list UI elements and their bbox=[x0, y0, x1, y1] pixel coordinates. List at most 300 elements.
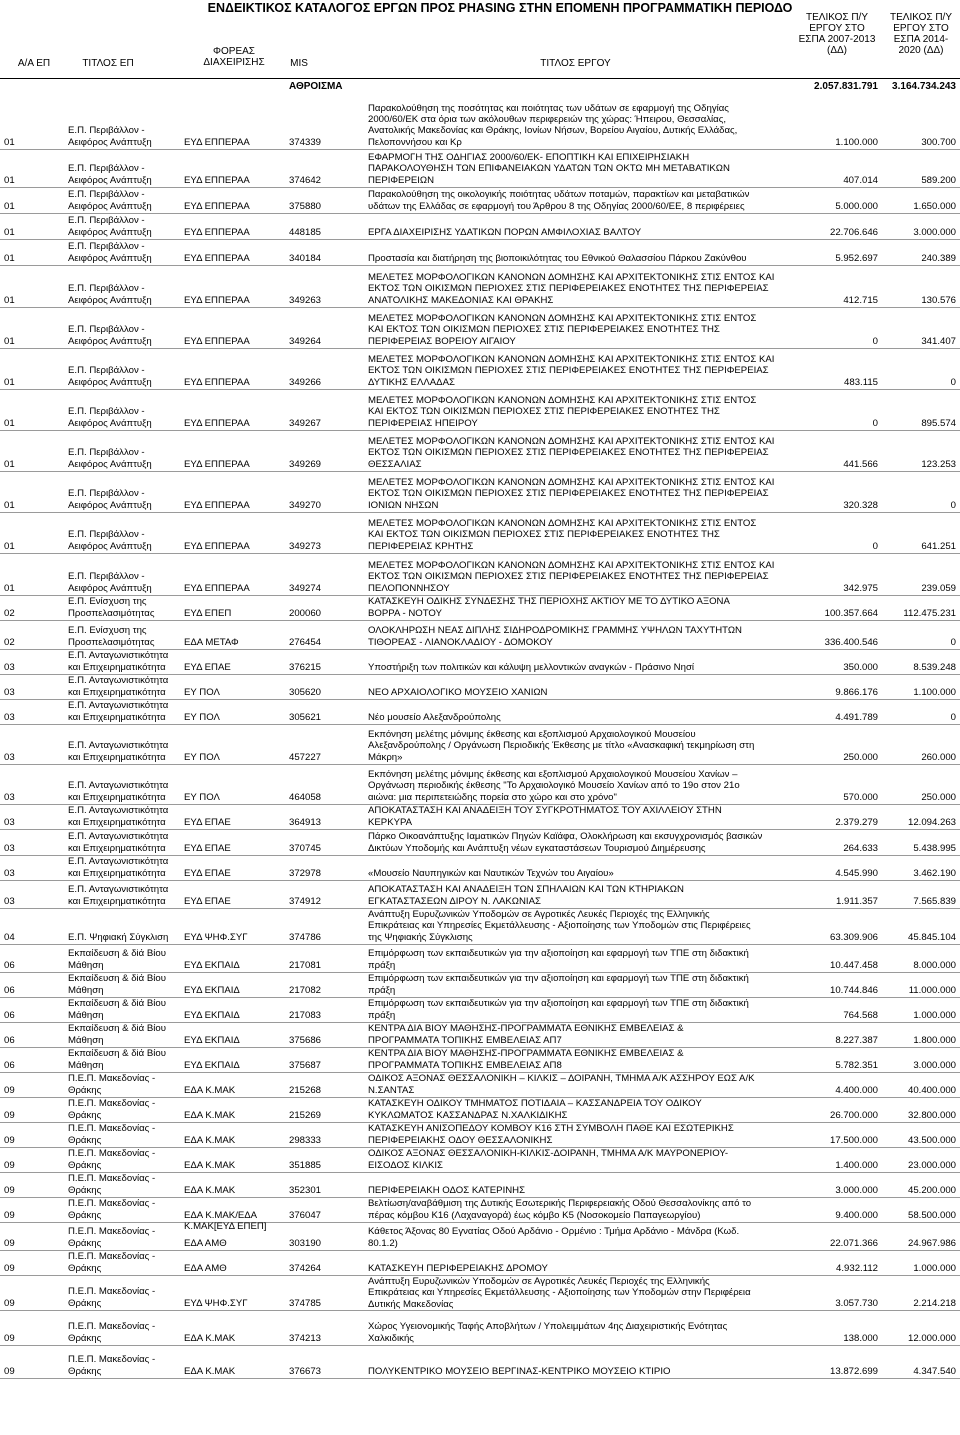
project-title bbox=[368, 103, 783, 148]
op-number-line: 09 bbox=[4, 1237, 15, 1249]
table-row bbox=[0, 472, 960, 513]
project-title-line: ΠΕΡΙΦΕΡΕΙΑΣ ΗΠΕΙΡΟΥ bbox=[368, 417, 478, 429]
managing-authority-line: ΕΥΔ ΨΗΦ.ΣΥΓ bbox=[184, 1297, 248, 1309]
op-title-line: Εκπαίδευση & δiά Βίου bbox=[68, 998, 167, 1010]
mis-code-line: 375686 bbox=[289, 1034, 322, 1046]
project-title-line: Δικτύων Υποδομής και Ανάπτυξη νέων εγκαταστάσεων Τουρισμού Διημέρευσης bbox=[368, 842, 706, 854]
budget-2014-2020 bbox=[880, 377, 956, 388]
op-title-line: Αειφόρος Ανάπτυξη bbox=[68, 174, 152, 186]
budget-2014-2020-line: 45.845.104 bbox=[907, 931, 956, 943]
op-number-line: 01 bbox=[4, 335, 15, 347]
project-title bbox=[368, 596, 783, 619]
budget-2007-2013 bbox=[784, 336, 878, 347]
op-title-line: Μάθηση bbox=[68, 1059, 104, 1071]
project-title bbox=[368, 395, 783, 429]
op-title-line: και Επιχειρηματικότητα bbox=[68, 751, 166, 763]
budget-2014-2020 bbox=[880, 1160, 956, 1171]
project-title bbox=[368, 831, 783, 854]
header-budget-2014: ΤΕΛΙΚΟΣ Π/Υ ΕΡΓΟΥ ΣΤΟ ΕΣΠΑ 2014- 2020 (ΔΔ) bbox=[889, 12, 952, 56]
op-title bbox=[68, 324, 183, 347]
budget-2007-2013 bbox=[784, 1160, 878, 1171]
total-budget-2014: 3.164.734.243 bbox=[892, 81, 956, 92]
op-title bbox=[68, 650, 183, 673]
managing-authority-line: ΕΥΔ ΕΠΠΕΡΑΑ bbox=[184, 582, 250, 594]
managing-authority-line: ΕΥΔ ΕΠΠΕΡΑΑ bbox=[184, 499, 250, 511]
op-number-line: 01 bbox=[4, 200, 15, 212]
managing-authority bbox=[184, 253, 284, 264]
project-title bbox=[368, 868, 783, 879]
managing-authority-line: ΕΥΔ ΕΠΕΠ bbox=[184, 607, 232, 619]
table-row bbox=[0, 1251, 960, 1276]
op-title bbox=[68, 831, 183, 854]
mis-code-line: 374264 bbox=[289, 1262, 322, 1274]
project-title bbox=[368, 477, 783, 511]
mis-code bbox=[289, 1298, 331, 1309]
mis-code bbox=[289, 896, 331, 907]
table-row bbox=[0, 973, 960, 998]
op-title-line: Αειφόρος Ανάπτυξη bbox=[68, 499, 152, 511]
managing-authority bbox=[184, 500, 284, 511]
op-number bbox=[4, 637, 32, 648]
header-mis: MIS bbox=[290, 58, 308, 69]
budget-2007-2013-line: 1.911.357 bbox=[836, 895, 878, 907]
project-title bbox=[368, 998, 783, 1021]
op-title-line: Π.Ε.Π. Μακεδονίας - bbox=[68, 1226, 156, 1238]
op-number bbox=[4, 1010, 32, 1021]
managing-authority bbox=[184, 712, 284, 723]
budget-2014-2020 bbox=[880, 137, 956, 148]
project-title-line: ΑΠΟΚΑΤΑΣΤΑΣΗ ΚΑΙ ΑΝΑΔΕΙΞΗ ΤΩΝ ΣΠΗΛΑΙΩΝ ΚΑΙ ΤΩΝ ΚΤΗΡΙΑΚΩΝ bbox=[368, 884, 684, 896]
budget-2014-2020-line: 58.500.000 bbox=[907, 1209, 956, 1221]
project-title-line: ΠΕΛΟΠΟΝΝΗΣΟΥ bbox=[368, 582, 450, 594]
budget-2014-2020-line: 1.650.000 bbox=[913, 200, 956, 212]
op-number-line: 01 bbox=[4, 294, 15, 306]
mis-code-line: 305620 bbox=[289, 686, 322, 698]
op-number-line: 09 bbox=[4, 1297, 15, 1309]
op-title-line: Αειφόρος Ανάπτυξη bbox=[68, 458, 152, 470]
op-title-line: Ε.Π. Ανταγωνιστικότητα bbox=[68, 831, 169, 843]
budget-2014-2020 bbox=[880, 175, 956, 186]
op-title-line: Ε.Π. Περιβάλλον - bbox=[68, 571, 145, 583]
op-number bbox=[4, 1263, 32, 1274]
project-title-line: πράξη bbox=[368, 959, 396, 971]
op-title-line: Θράκης bbox=[68, 1134, 102, 1146]
op-title bbox=[68, 1286, 183, 1309]
budget-2014-2020-line: 8.000.000 bbox=[913, 959, 956, 971]
budget-2007-2013 bbox=[784, 817, 878, 828]
mis-code-line: 375687 bbox=[289, 1059, 322, 1071]
mis-code-line: 349274 bbox=[289, 582, 322, 594]
op-number bbox=[4, 843, 32, 854]
table-row bbox=[0, 909, 960, 945]
budget-2007-2013-line: 100.357.664 bbox=[824, 607, 878, 619]
budget-2007-2013 bbox=[784, 1298, 878, 1309]
project-title-line: ΚΑΤΑΣΚΕΥΗ ΟΔΙΚΟΥ ΤΜΗΜΑΤΟΣ ΠΟΤΙΔΑΙΑ – ΚΑΣΣΑΝΔΡΕΙΑ ΤΟΥ ΟΔΙΚΟΥ bbox=[368, 1098, 702, 1110]
project-title-line: ΟΛΟΚΛΗΡΩΣΗ ΝΕΑΣ ΔΙΠΛΗΣ ΣΙΔΗΡΟΔΡΟΜΙΚΗΣ ΓΡΑΜΜΗΣ ΥΨΗΛΩΝ ΤΑΧΥΤΗΤΩΝ bbox=[368, 625, 742, 637]
managing-authority-line: ΕΔΑ ΑΜΘ bbox=[184, 1237, 227, 1249]
op-title bbox=[68, 856, 183, 879]
op-number-line: 01 bbox=[4, 499, 15, 511]
managing-authority bbox=[184, 1160, 284, 1171]
table-row bbox=[0, 390, 960, 431]
header-budget-2007: ΤΕΛΙΚΟΣ Π/Υ ΕΡΓΟΥ ΣΤΟ ΕΣΠΑ 2007-2013 (ΔΔ) bbox=[798, 12, 876, 56]
mis-code-line: 375880 bbox=[289, 200, 322, 212]
managing-authority bbox=[184, 541, 284, 552]
budget-2014-2020-line: 7.565.839 bbox=[913, 895, 956, 907]
project-title-line: Νέο μουσείο Αλεξανδρούπολης bbox=[368, 711, 501, 723]
budget-2007-2013 bbox=[784, 253, 878, 264]
budget-2014-2020-line: 0 bbox=[950, 376, 956, 388]
budget-2014-2020 bbox=[880, 583, 956, 594]
mis-code-line: 349263 bbox=[289, 294, 322, 306]
budget-2007-2013-line: 3.000.000 bbox=[835, 1184, 878, 1196]
budget-2014-2020 bbox=[880, 1085, 956, 1096]
budget-2014-2020 bbox=[880, 1298, 956, 1309]
op-title bbox=[68, 488, 183, 511]
project-title-line: ΕΚΤΟΣ ΤΩΝ ΟΙΚΙΣΜΩΝ ΠΕΡΙΟΧΕΣ ΣΤΙΣ ΠΕΡΙΦΕΡΕΙΑΚΕΣ ΕΝΟΤΗΤΕΣ ΤΗΣ ΠΕΡΙΦΕΡΕΙΑΣ bbox=[368, 283, 769, 295]
op-title bbox=[68, 780, 183, 803]
budget-2007-2013 bbox=[784, 418, 878, 429]
project-title-line: ΜΕΛΕΤΕΣ ΜΟΡΦΟΛΟΓΙΚΩΝ ΚΑΝΟΝΩΝ ΔΟΜΗΣΗΣ ΚΑΙ ΑΡΧΙΤΕΚΤΟΝΙΚΗΣ ΣΤΙΣ ΕΝΤΟΣ ΚΑΙ bbox=[368, 436, 775, 448]
budget-2007-2013-line: 412.715 bbox=[843, 294, 878, 306]
budget-2007-2013-line: 5.000.000 bbox=[835, 200, 878, 212]
managing-authority-line: ΕΥΔ ΕΠΠΕΡΑΑ bbox=[184, 335, 250, 347]
mis-code-line: 349264 bbox=[289, 335, 322, 347]
table-row bbox=[0, 150, 960, 188]
project-title-line: ΜΕΛΕΤΕΣ ΜΟΡΦΟΛΟΓΙΚΩΝ ΚΑΝΟΝΩΝ ΔΟΜΗΣΗΣ ΚΑΙ ΑΡΧΙΤΕΚΤΟΝΙΚΗΣ ΣΤΙΣ ΕΝΤΟΣ bbox=[368, 395, 757, 407]
op-title-line: και Επιχειρηματικότητα bbox=[68, 686, 166, 698]
managing-authority-line: ΕΥΔ ΕΚΠΑΙΔ bbox=[184, 959, 240, 971]
table-row bbox=[0, 621, 960, 650]
op-title bbox=[68, 1251, 183, 1274]
budget-2014-2020-line: 3.000.000 bbox=[913, 226, 956, 238]
op-title-line: Ε.Π. Περιβάλλον - bbox=[68, 189, 145, 201]
op-title-line: Ε.Π. Ανταγωνιστικότητα bbox=[68, 740, 169, 752]
budget-2014-2020-line: 1.800.000 bbox=[913, 1034, 956, 1046]
op-number bbox=[4, 608, 32, 619]
op-title-line: και Επιχειρηματικότητα bbox=[68, 895, 166, 907]
op-title-line: Π.Ε.Π. Μακεδονίας - bbox=[68, 1321, 156, 1333]
header-ae: Α/Α ΕΠ bbox=[17, 58, 51, 69]
budget-2014-2020 bbox=[880, 336, 956, 347]
budget-2007-2013 bbox=[784, 932, 878, 943]
budget-2014-2020-line: 0 bbox=[950, 636, 956, 648]
managing-authority bbox=[184, 868, 284, 879]
project-title bbox=[368, 152, 783, 186]
mis-code bbox=[289, 227, 331, 238]
budget-2007-2013-line: 3.057.730 bbox=[835, 1297, 878, 1309]
managing-authority-line: ΕΥΔ ΕΠΠΕΡΑΑ bbox=[184, 200, 250, 212]
project-title bbox=[368, 1098, 783, 1121]
budget-2007-2013-line: 9.400.000 bbox=[835, 1209, 878, 1221]
op-title bbox=[68, 1048, 183, 1071]
project-title-line: ΕΙΣΟΔΟΣ ΚΙΛΚΙΣ bbox=[368, 1159, 443, 1171]
op-title-line: Εκπαίδευση & δiά Βίου bbox=[68, 948, 167, 960]
budget-2014-2020-line: 0 bbox=[950, 711, 956, 723]
op-number-line: 01 bbox=[4, 136, 15, 148]
budget-2007-2013-line: 483.115 bbox=[844, 376, 878, 388]
budget-2014-2020-line: 250.000 bbox=[921, 791, 956, 803]
op-number-line: 09 bbox=[4, 1184, 15, 1196]
table-row bbox=[0, 1311, 960, 1346]
mis-code-line: 349269 bbox=[289, 458, 322, 470]
mis-code bbox=[289, 637, 331, 648]
budget-2007-2013 bbox=[784, 1333, 878, 1344]
managing-authority-line: ΕΥΔ ΕΠΑΕ bbox=[184, 661, 231, 673]
op-title-line: Αειφόρος Ανάπτυξη bbox=[68, 582, 152, 594]
mis-code-line: 448185 bbox=[289, 226, 322, 238]
op-title-line: Ε.Π. Ανταγωνιστικότητα bbox=[68, 856, 169, 868]
project-title-line: ΜΕΛΕΤΕΣ ΜΟΡΦΟΛΟΓΙΚΩΝ ΚΑΝΟΝΩΝ ΔΟΜΗΣΗΣ ΚΑΙ ΑΡΧΙΤΕΚΤΟΝΙΚΗΣ ΣΤΙΣ ΕΝΤΟΣ ΚΑΙ bbox=[368, 354, 775, 366]
project-title-line: ΚΕΝΤΡΑ ΔΙΑ ΒΙΟΥ ΜΑΘΗΣΗΣ-ΠΡΟΓΡΑΜΜΑΤΑ ΕΘΝΙΚΗΣ ΕΜΒΕΛΕΙΑΣ & bbox=[368, 1023, 684, 1035]
budget-2007-2013-line: 17.500.000 bbox=[829, 1134, 878, 1146]
project-title bbox=[368, 1048, 783, 1071]
managing-authority-line: ΕΔΑ Κ.ΜΑΚ bbox=[184, 1184, 236, 1196]
budget-2014-2020 bbox=[880, 662, 956, 673]
mis-code-line: 200060 bbox=[289, 607, 322, 619]
project-title-line: Ανατολικής Μακεδονίας και Θράκης, Ιονίων Νήσων, Βορείου Αιγαίου, Δυτικής Ελλάδας, bbox=[368, 125, 738, 137]
managing-authority bbox=[184, 1238, 284, 1249]
budget-2007-2013 bbox=[784, 227, 878, 238]
managing-authority-line: ΕΔΑ Κ.ΜΑΚ bbox=[184, 1084, 236, 1096]
project-title-line: ΕΚΤΟΣ ΤΩΝ ΟΙΚΙΣΜΩΝ ΠΕΡΙΟΧΕΣ ΣΤΙΣ ΠΕΡΙΦΕΡΕΙΑΚΕΣ ΕΝΟΤΗΤΕΣ ΤΗΣ ΠΕΡΙΦΕΡΕΙΑΣ bbox=[368, 447, 769, 459]
op-number bbox=[4, 137, 32, 148]
budget-2007-2013 bbox=[784, 1010, 878, 1021]
project-title bbox=[368, 313, 783, 347]
managing-authority-line: ΕΥΔ ΕΚΠΑΙΔ bbox=[184, 1034, 240, 1046]
op-number bbox=[4, 253, 32, 264]
op-number bbox=[4, 1210, 32, 1221]
project-title-line: 2000/60/ΕΚ στα όρια των ακόλουθων περιφερειών της χώρας: Ήπειρου, Θεσσαλίας, bbox=[368, 114, 727, 126]
managing-authority-line: ΕΔΑ Κ.ΜΑΚ bbox=[184, 1365, 236, 1377]
op-number-line: 09 bbox=[4, 1209, 15, 1221]
op-number-line: 03 bbox=[4, 791, 15, 803]
budget-2007-2013 bbox=[784, 960, 878, 971]
op-title bbox=[68, 365, 183, 388]
managing-authority-line: ΕΔΑ Κ.ΜΑΚ bbox=[184, 1159, 236, 1171]
budget-2007-2013 bbox=[784, 896, 878, 907]
project-title-line: Εκπόνηση μελέτης μόνιμης έκθεσης και εξοπλισμού Αρχαιολογικού Μουσείου Χανίων – bbox=[368, 769, 738, 781]
op-number-line: 09 bbox=[4, 1365, 15, 1377]
mis-code-line: 305621 bbox=[289, 711, 322, 723]
op-number-line: 09 bbox=[4, 1084, 15, 1096]
op-number bbox=[4, 175, 32, 186]
project-title-line: ΜΕΛΕΤΕΣ ΜΟΡΦΟΛΟΓΙΚΩΝ ΚΑΝΟΝΩΝ ΔΟΜΗΣΗΣ ΚΑΙ ΑΡΧΙΤΕΚΤΟΝΙΚΗΣ ΣΤΙΣ ΕΝΤΟΣ bbox=[368, 518, 757, 530]
budget-2014-2020 bbox=[880, 1110, 956, 1121]
project-title bbox=[368, 769, 783, 803]
op-title bbox=[68, 163, 183, 186]
op-title-line: Αειφόρος Ανάπτυξη bbox=[68, 540, 152, 552]
table-row bbox=[0, 1123, 960, 1148]
table-row bbox=[0, 554, 960, 596]
project-title-line: ΚΑΤΑΣΚΕΥΗ ΟΔΙΚΗΣ ΣΥΝΔΕΣΗΣ ΤΗΣ ΠΕΡΙΟΧΗΣ ΑΚΤΙΟΥ ΜΕ ΤΟ ΔΥΤΙΚΟ ΑΞΟΝΑ bbox=[368, 596, 730, 608]
managing-authority-line: ΕΥΔ ΕΠΑΕ bbox=[184, 816, 231, 828]
budget-2007-2013 bbox=[784, 1035, 878, 1046]
op-number-line: 09 bbox=[4, 1332, 15, 1344]
project-title bbox=[368, 1073, 783, 1096]
mis-code-line: 374785 bbox=[289, 1297, 322, 1309]
table-row bbox=[0, 214, 960, 240]
mis-code-line: 374786 bbox=[289, 931, 322, 943]
project-title-line: ΚΑΙ ΕΚΤΟΣ ΤΩΝ ΟΙΚΙΣΜΩΝ ΠΕΡΙΟΧΕΣ ΣΤΙΣ ΠΕΡΙΦΕΡΕΙΑΚΕΣ ΕΝΟΤΗΤΕΣ ΤΗΣ bbox=[368, 324, 720, 336]
budget-2007-2013 bbox=[784, 752, 878, 763]
op-number bbox=[4, 541, 32, 552]
project-title-line: Πάρκο Οικοανάπτυξης Ιαματικών Πηγών Καϊάφα, Ολοκλήρωση και εκσυγχρονισμός βασικών bbox=[368, 831, 763, 843]
project-title-line: ΚΥΚΛΩΜΑΤΟΣ ΚΑΣΣΑΝΔΡΑΣ Ν.ΧΑΛΚΙΔΙΚΗΣ bbox=[368, 1109, 568, 1121]
mis-code bbox=[289, 1110, 331, 1121]
project-title-line: Εκπόνηση μελέτης μόνιμης έκθεσης και εξοπλισμού Αρχαιολογικού Μουσείου bbox=[368, 729, 696, 741]
budget-2014-2020 bbox=[880, 637, 956, 648]
op-title-line: Θράκης bbox=[68, 1084, 102, 1096]
budget-2014-2020-line: 3.462.190 bbox=[913, 867, 956, 879]
project-title-line: Παρακολούθηση της ποσότητας και ποιότητας των υδάτων σε εφαρμογή της Οδηγίας bbox=[368, 102, 729, 114]
project-title-line: ΠΕΡΙΦΕΡΕΙΑΚΗ ΟΔΟΣ ΚΑΤΕΡΙΝΗΣ bbox=[368, 1184, 526, 1196]
mis-code-line: 370745 bbox=[289, 842, 322, 854]
project-title-line: ΒΟΡΡΑ - ΝΟΤΟΥ bbox=[368, 607, 442, 619]
project-title-line: ΚΑΤΑΣΚΕΥΗ ΑΝΙΣΟΠΕΔΟΥ ΚΟΜΒΟΥ Κ16 ΣΤΗ ΣΥΜΒΟΛΗ ΠΑΘΕ ΚΑΙ ΕΣΩΤΕΡΙΚΗΣ bbox=[368, 1123, 734, 1135]
op-title-line: Θράκης bbox=[68, 1365, 102, 1377]
mis-code bbox=[289, 817, 331, 828]
op-number bbox=[4, 960, 32, 971]
op-title-line: Ε.Π. Ανταγωνιστικότητα bbox=[68, 675, 169, 687]
project-title-line: ΠΑΡΑΚΟΛΟΥΘΗΣΗ ΤΩΝ ΕΠΙΦΑΝΕΙΑΚΩΝ ΥΔΑΤΩΝ ΤΩΝ ΟΚΤΩ ΜΗ ΜΕΤΑΒΑΤΙΚΩΝ bbox=[368, 163, 730, 175]
budget-2007-2013-line: 264.633 bbox=[843, 842, 878, 854]
op-title-line: Θράκης bbox=[68, 1159, 102, 1171]
mis-code-line: 303190 bbox=[289, 1237, 322, 1249]
project-title-line: ΟΔΙΚΟΣ ΑΞΟΝΑΣ ΘΕΣΣΑΛΟΝΙΚΗ – ΚΙΛΚΙΣ – ΔΟΙΡΑΝΗ, ΤΜΗΜΑ Α/Κ ΑΣΣΗΡΟΥ ΕΩΣ Α/Κ bbox=[368, 1073, 755, 1085]
table-row bbox=[0, 998, 960, 1023]
managing-authority bbox=[184, 843, 284, 854]
op-title-line: Ε.Π. Περιβάλλον - bbox=[68, 529, 145, 541]
budget-2007-2013 bbox=[784, 1135, 878, 1146]
project-title-line: ΕΦΑΡΜΟΓΗ ΤΗΣ ΟΔΗΓΙΑΣ 2000/60/ΕΚ- ΕΠΟΠΤΙΚΗ ΚΑΙ ΕΠΙΧΕΙΡΗΣΙΑΚΗ bbox=[368, 152, 690, 164]
op-title bbox=[68, 447, 183, 470]
mis-code bbox=[289, 175, 331, 186]
op-title bbox=[68, 625, 183, 648]
op-title-line: και Επιχειρηματικότητα bbox=[68, 867, 166, 879]
op-number-line: 06 bbox=[4, 984, 15, 996]
mis-code bbox=[289, 500, 331, 511]
budget-2014-2020-line: 24.967.986 bbox=[907, 1237, 956, 1249]
op-number bbox=[4, 500, 32, 511]
op-title-line: Ε.Π. Περιβάλλον - bbox=[68, 241, 145, 253]
op-number bbox=[4, 932, 32, 943]
op-title bbox=[68, 998, 183, 1021]
budget-2014-2020-line: 1.000.000 bbox=[913, 1009, 956, 1021]
budget-2014-2020-line: 240.389 bbox=[921, 252, 956, 264]
mis-code-line: 340184 bbox=[289, 252, 322, 264]
project-title-line: ΚΑΙ ΕΚΤΟΣ ΤΩΝ ΟΙΚΙΣΜΩΝ ΠΕΡΙΟΧΕΣ ΣΤΙΣ ΠΕΡΙΦΕΡΕΙΑΚΕΣ ΕΝΟΤΗΤΕΣ ΤΗΣ bbox=[368, 406, 720, 418]
budget-2007-2013 bbox=[784, 137, 878, 148]
project-title bbox=[368, 1185, 783, 1196]
op-number-line: 09 bbox=[4, 1109, 15, 1121]
project-title bbox=[368, 518, 783, 552]
project-title-line: ΔΥΤΙΚΗΣ ΕΛΛΑΔΑΣ bbox=[368, 376, 455, 388]
mis-code bbox=[289, 336, 331, 347]
budget-2014-2020-line: 8.539.248 bbox=[913, 661, 956, 673]
table-row bbox=[0, 308, 960, 349]
managing-authority bbox=[184, 1298, 284, 1309]
mis-code bbox=[289, 985, 331, 996]
managing-authority-line: ΕΥΔ ΕΠΑΕ bbox=[184, 895, 231, 907]
budget-2014-2020 bbox=[880, 1010, 956, 1021]
managing-authority-line: ΕΥΔ ΕΠΑΕ bbox=[184, 867, 231, 879]
table-row bbox=[0, 431, 960, 472]
op-title-line: Ε.Π. Ανταγωνιστικότητα bbox=[68, 780, 169, 792]
project-title bbox=[368, 1148, 783, 1171]
mis-code-line: 217082 bbox=[289, 984, 322, 996]
mis-code-line: 372978 bbox=[289, 867, 322, 879]
table-row bbox=[0, 805, 960, 830]
budget-2014-2020-line: 32.800.000 bbox=[907, 1109, 956, 1121]
op-number bbox=[4, 752, 32, 763]
budget-2014-2020 bbox=[880, 1366, 956, 1377]
managing-authority-line: ΕΥΔ ΕΚΠΑΙΔ bbox=[184, 1059, 240, 1071]
managing-authority-line: ΕΥ ΠΟΛ bbox=[184, 751, 220, 763]
op-number-line: 03 bbox=[4, 867, 15, 879]
op-title-line: και Επιχειρηματικότητα bbox=[68, 661, 166, 673]
managing-authority bbox=[184, 896, 284, 907]
op-number-line: 02 bbox=[4, 636, 15, 648]
managing-authority-line: ΕΥΔ ΕΠΠΕΡΑΑ bbox=[184, 458, 250, 470]
budget-2014-2020-line: 12.094.263 bbox=[907, 816, 956, 828]
op-title-line: Εκπαίδευση & δiά Βίου bbox=[68, 1023, 167, 1035]
op-title-line: Π.Ε.Π. Μακεδονίας - bbox=[68, 1198, 156, 1210]
project-title-line: ΜΕΛΕΤΕΣ ΜΟΡΦΟΛΟΓΙΚΩΝ ΚΑΝΟΝΩΝ ΔΟΜΗΣΗΣ ΚΑΙ ΑΡΧΙΤΕΚΤΟΝΙΚΗΣ ΣΤΙΣ ΕΝΤΟΣ ΚΑΙ bbox=[368, 477, 775, 489]
budget-2014-2020-line: 45.200.000 bbox=[907, 1184, 956, 1196]
budget-2007-2013-line: 5.782.351 bbox=[835, 1059, 878, 1071]
budget-2014-2020 bbox=[880, 253, 956, 264]
op-number bbox=[4, 985, 32, 996]
mis-code-line: 349270 bbox=[289, 499, 322, 511]
budget-2007-2013-line: 342.975 bbox=[843, 582, 878, 594]
table-row bbox=[0, 1346, 960, 1379]
op-title-line: Αειφόρος Ανάπτυξη bbox=[68, 417, 152, 429]
budget-2007-2013 bbox=[784, 1263, 878, 1274]
budget-2007-2013-line: 2.379.279 bbox=[835, 816, 878, 828]
op-title bbox=[68, 948, 183, 971]
project-title-line: ΜΕΛΕΤΕΣ ΜΟΡΦΟΛΟΓΙΚΩΝ ΚΑΝΟΝΩΝ ΔΟΜΗΣΗΣ ΚΑΙ ΑΡΧΙΤΕΚΤΟΝΙΚΗΣ ΣΤΙΣ ΕΝΤΟΣ bbox=[368, 313, 757, 325]
budget-2014-2020-line: 43.500.000 bbox=[907, 1134, 956, 1146]
managing-authority-line: ΕΥΔ ΕΠΠΕΡΑΑ bbox=[184, 136, 250, 148]
project-title-line: πράξη bbox=[368, 984, 396, 996]
budget-2007-2013-line: 350.000 bbox=[843, 661, 878, 673]
header-foreas: ΦΟΡΕΑΣ ΔΙΑΧΕΙΡΙΣΗΣ bbox=[203, 46, 265, 68]
budget-2014-2020 bbox=[880, 932, 956, 943]
project-title-line: ΕΡΓΑ ΔΙΑΧΕΙΡΙΣΗΣ ΥΔΑΤΙΚΩΝ ΠΟΡΩΝ ΑΜΦΙΛΟΧΙΑΣ ΒΑΛΤΟΥ bbox=[368, 226, 642, 238]
budget-2014-2020-line: 112.475.231 bbox=[903, 607, 956, 619]
mis-code bbox=[289, 253, 331, 264]
managing-authority bbox=[184, 932, 284, 943]
managing-authority bbox=[184, 459, 284, 470]
project-title-line: Αλεξανδρούπολης / Οργάνωση Περιοδικής Έκθεσης με τίτλο «Ανασκαφική τεκμηρίωση στη bbox=[368, 740, 755, 752]
managing-authority bbox=[184, 608, 284, 619]
op-number bbox=[4, 1160, 32, 1171]
managing-authority bbox=[184, 137, 284, 148]
op-title-line: Αειφόρος Ανάπτυξη bbox=[68, 200, 152, 212]
project-title bbox=[368, 1023, 783, 1046]
table-row bbox=[0, 1276, 960, 1311]
budget-2007-2013 bbox=[784, 792, 878, 803]
project-title-line: Χαλκιδικής bbox=[368, 1332, 414, 1344]
op-title-line: Αειφόρος Ανάπτυξη bbox=[68, 376, 152, 388]
op-number-line: 01 bbox=[4, 417, 15, 429]
project-title-line: ΕΚΤΟΣ ΤΩΝ ΟΙΚΙΣΜΩΝ ΠΕΡΙΟΧΕΣ ΣΤΙΣ ΠΕΡΙΦΕΡΕΙΑΚΕΣ ΕΝΟΤΗΤΕΣ ΤΗΣ ΠΕΡΙΦΕΡΕΙΑΣ bbox=[368, 365, 769, 377]
managing-authority-line: ΕΔΑ Κ.ΜΑΚ bbox=[184, 1332, 236, 1344]
op-title bbox=[68, 1173, 183, 1196]
op-title-line: Αειφόρος Ανάπτυξη bbox=[68, 335, 152, 347]
managing-authority bbox=[184, 687, 284, 698]
